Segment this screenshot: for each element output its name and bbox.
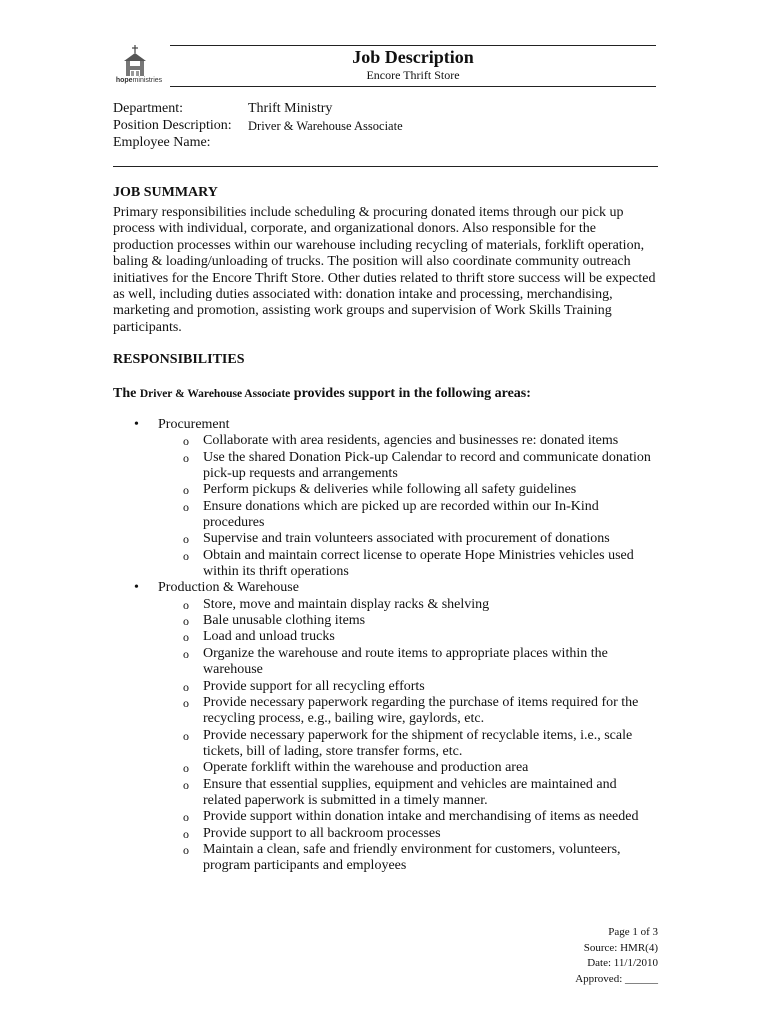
list-item xyxy=(113,433,658,449)
area-name: Production & Warehouse xyxy=(158,580,299,596)
job-summary-heading: JOB SUMMARY xyxy=(113,185,218,200)
sub-bullet-mark: o xyxy=(183,614,189,629)
sub-bullet-mark: o xyxy=(183,646,189,661)
bullet-mark: • xyxy=(134,580,139,596)
list-item-text: Provide necessary paperwork for the shipment of recyclable items, i.e., scale tickets, bill of lading, store transfer forms, etc. xyxy=(203,727,633,759)
house-cross-icon xyxy=(112,44,166,78)
list-item xyxy=(113,548,658,581)
job-summary-text: Primary responsibilities include scheduling & procuring donated items through our pick up process with individual, corporate, and organizational donors. Also responsible for the production processes within our warehouse including recycling of materials, forklift operation, baling & loading/unloading of trucks. The position will also coordinate community outreach initiatives for the Encore Thrift Store. Other duties related to thrift store success will be expected as well, including duties associated with: donation intake and processing, merchandising, marketing and promotion, assisting work groups and supervision of Work Skills Training participants. xyxy=(113,205,656,335)
list-item xyxy=(113,646,658,679)
page-title: Job Description xyxy=(352,47,474,67)
list-item-text: Ensure that essential supplies, equipment and vehicles are maintained and related paperwork is submitted in a timely manner. xyxy=(203,776,617,808)
sub-bullet-mark: o xyxy=(183,810,189,825)
list-item xyxy=(113,760,658,776)
list-item xyxy=(113,613,658,629)
sub-bullet-mark: o xyxy=(183,630,189,645)
list-item-text: Perform pickups & deliveries while following all safety guidelines xyxy=(203,482,577,498)
list-item xyxy=(113,826,658,842)
bullet-mark: • xyxy=(134,417,139,432)
page-subtitle: Encore Thrift Store xyxy=(366,68,460,82)
list-item xyxy=(113,499,658,532)
position-value: Driver & Warehouse Associate xyxy=(248,119,403,133)
approval-field: Approved: ______ xyxy=(575,972,658,985)
list-item xyxy=(113,777,658,810)
department-value: Thrift Ministry xyxy=(248,101,333,116)
list-item-text: Maintain a clean, safe and friendly environment for customers, volunteers, program participants and employees xyxy=(203,841,621,874)
area-name: Procurement xyxy=(158,417,230,432)
list-item xyxy=(113,695,658,728)
list-item-text: Organize the warehouse and route items to appropriate places within the warehouse xyxy=(203,645,608,678)
sub-bullet-mark: o xyxy=(183,695,189,710)
list-item-text: Obtain and maintain correct license to operate Hope Ministries vehicles used within its thrift operations xyxy=(203,547,634,580)
responsibilities-list xyxy=(113,417,658,875)
sub-bullet-mark: o xyxy=(183,434,189,449)
sub-bullet-mark: o xyxy=(183,532,189,547)
list-item-text: Provide support within donation intake and merchandising of items as needed xyxy=(203,809,639,825)
list-item xyxy=(113,842,658,875)
list-item-text: Operate forklift within the warehouse and production area xyxy=(203,760,529,776)
list-item xyxy=(113,450,658,483)
source-reference: Source: HMR(4) xyxy=(583,941,658,954)
sub-bullet-mark: o xyxy=(183,499,189,514)
list-item-text: Provide support to all backroom processes xyxy=(203,825,441,841)
list-item-text: Bale unusable clothing items xyxy=(203,613,366,629)
list-item xyxy=(113,728,658,761)
sub-bullet-mark: o xyxy=(183,679,189,694)
sub-bullet-mark: o xyxy=(183,842,189,857)
list-item xyxy=(113,809,658,825)
sub-bullet-mark: o xyxy=(183,597,189,612)
responsibility-area xyxy=(113,580,658,596)
responsibility-area xyxy=(113,417,658,433)
position-label: Position Description: xyxy=(113,118,232,133)
sub-bullet-mark: o xyxy=(183,761,189,776)
logo-text: hopeministries xyxy=(115,77,163,84)
sub-bullet-mark: o xyxy=(183,777,189,792)
list-item xyxy=(113,597,658,613)
list-item-text: Provide necessary paperwork regarding the purchase of items required for the recycling process, e.g., bailing wire, gaylords, etc. xyxy=(203,694,639,727)
list-item-text: Provide support for all recycling efforts xyxy=(203,678,425,694)
sub-bullet-mark: o xyxy=(183,483,189,498)
page-number: Page 1 of 3 xyxy=(608,926,658,938)
list-item xyxy=(113,482,658,498)
list-item xyxy=(113,679,658,695)
list-item-text: Collaborate with area residents, agencies and businesses re: donated items xyxy=(203,433,619,449)
list-item-text: Supervise and train volunteers associated with procurement of donations xyxy=(203,531,610,547)
sub-bullet-mark: o xyxy=(183,728,189,743)
list-item-text: Store, move and maintain display racks & shelving xyxy=(203,596,490,612)
document-footer xyxy=(575,925,658,987)
info-divider xyxy=(113,166,658,167)
responsibilities-intro: The Driver & Warehouse Associate provides support in the following areas: xyxy=(113,386,531,401)
responsibilities-heading: RESPONSIBILITIES xyxy=(113,352,245,367)
list-item-text: Use the shared Donation Pick-up Calendar to record and communicate donation pick-up requests and arrangements xyxy=(203,449,651,482)
sub-bullet-mark: o xyxy=(183,826,189,841)
header-bottom-rule xyxy=(170,86,656,87)
hope-ministries-logo xyxy=(112,44,166,90)
department-label: Department: xyxy=(113,101,183,116)
list-item-text: Load and unload trucks xyxy=(203,629,335,645)
sub-bullet-mark: o xyxy=(183,450,189,465)
list-item-text: Ensure donations which are picked up are recorded within our In-Kind procedures xyxy=(203,498,599,531)
sub-bullet-mark: o xyxy=(183,548,189,563)
list-item xyxy=(113,629,658,645)
document-date: Date: 11/1/2010 xyxy=(587,957,658,969)
employee-label: Employee Name: xyxy=(113,135,211,150)
list-item xyxy=(113,531,658,547)
